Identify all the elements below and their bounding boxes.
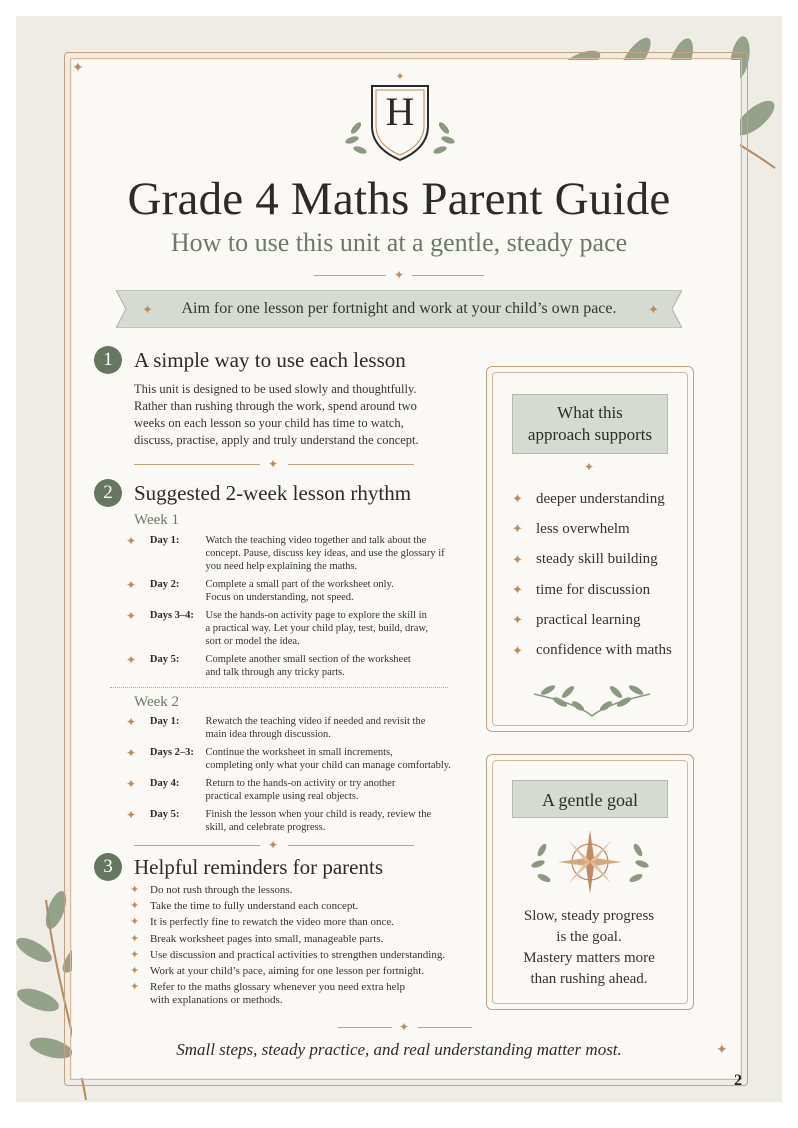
section-3-heading bbox=[94, 853, 383, 881]
sparkle-star-icon: ✦ bbox=[512, 521, 523, 537]
sparkle-star-icon: ✦ bbox=[126, 609, 137, 623]
sparkle-star-icon: ✦ bbox=[584, 460, 595, 474]
section-number-badge: 1 bbox=[94, 346, 122, 374]
schedule-day: Day 5: bbox=[149, 809, 180, 820]
page-number: 2 bbox=[734, 1072, 742, 1089]
section-number-badge: 2 bbox=[94, 479, 122, 507]
list-item: ✦ Take the time to fully understand each concept. bbox=[130, 900, 359, 913]
svg-text:✦: ✦ bbox=[395, 71, 405, 83]
schedule-row bbox=[126, 578, 456, 604]
page-title: Grade 4 Maths Parent Guide bbox=[127, 173, 671, 225]
schedule-row bbox=[126, 715, 456, 741]
section-divider: ✦ bbox=[134, 838, 414, 852]
paragraph-line: This unit is designed to be used slowly and thoughtfully. bbox=[134, 382, 417, 396]
schedule-day: Days 3–4: bbox=[149, 610, 194, 621]
section-title: Helpful reminders for parents bbox=[134, 854, 383, 879]
banner-text: Aim for one lesson per fortnight and work at your child’s own pace. bbox=[181, 300, 617, 317]
schedule-text: Continue the worksheet in small increments, completing only what your child can manage comfortably. bbox=[205, 747, 451, 771]
section-divider: ✦ bbox=[134, 457, 414, 471]
footer-divider: ✦ bbox=[338, 1020, 472, 1034]
week-separator bbox=[110, 687, 448, 688]
sparkle-star-icon: ✦ bbox=[126, 653, 137, 667]
schedule-day: Days 2–3: bbox=[149, 747, 194, 758]
list-item: ✦ Do not rush through the lessons. bbox=[130, 884, 293, 896]
schedule-text: Complete another small section of the worksheet and talk through any tricky parts. bbox=[205, 654, 411, 678]
list-item: ✦ Refer to the maths glossary whenever you need extra help with explanations or methods. bbox=[130, 981, 406, 1007]
week-1-label: Week 1 bbox=[134, 512, 180, 528]
supports-box-title: What this approach supports bbox=[512, 394, 668, 454]
compass-rose-icon bbox=[528, 826, 652, 896]
supports-list bbox=[512, 484, 692, 666]
schedule-day: Day 4: bbox=[149, 778, 180, 789]
section-number-badge: 3 bbox=[94, 853, 122, 881]
paragraph-line: Rather than rushing through the work, spend around two bbox=[134, 399, 417, 413]
sparkle-star-icon: ✦ bbox=[130, 884, 140, 896]
list-item: ✦ confidence with maths bbox=[512, 642, 672, 659]
sparkle-star-icon: ✦ bbox=[72, 61, 84, 76]
schedule-row bbox=[126, 808, 456, 834]
sparkle-star-icon: ✦ bbox=[716, 1043, 728, 1058]
list-item: ✦ practical learning bbox=[512, 611, 641, 628]
sparkle-star-icon: ✦ bbox=[130, 948, 140, 961]
sparkle-star-icon: ✦ bbox=[512, 612, 523, 628]
list-item: ✦ Break worksheet pages into small, manageable parts. bbox=[130, 932, 384, 945]
week-2-schedule bbox=[126, 715, 456, 839]
schedule-text: Return to the hands-on activity or try another practical example using real objects. bbox=[205, 778, 396, 802]
sparkle-star-icon: ✦ bbox=[512, 551, 523, 567]
section-1-heading bbox=[94, 346, 406, 374]
list-item: ✦ steady skill building bbox=[512, 551, 658, 568]
laurel-icon bbox=[530, 672, 654, 720]
paragraph-line: discuss, practise, apply and truly understand the concept. bbox=[134, 433, 419, 447]
schedule-row bbox=[126, 653, 456, 679]
week-2-label: Week 2 bbox=[134, 694, 180, 710]
paragraph-line: weeks on each lesson so your child has time to watch, bbox=[134, 416, 404, 430]
section-title: Suggested 2-week lesson rhythm bbox=[134, 480, 412, 505]
sparkle-star-icon: ✦ bbox=[130, 900, 140, 913]
sparkle-star-icon: ✦ bbox=[512, 491, 523, 507]
schedule-text: Finish the lesson when your child is ready, review the skill, and celebrate progress. bbox=[205, 809, 432, 833]
list-item: ✦ less overwhelm bbox=[512, 520, 630, 537]
section-title: A simple way to use each lesson bbox=[134, 347, 406, 372]
sparkle-star-icon: ✦ bbox=[126, 777, 137, 791]
schedule-text: Rewatch the teaching video if needed and revisit the main idea through discussion. bbox=[205, 716, 426, 740]
schedule-row bbox=[126, 534, 456, 573]
schedule-text: Complete a small part of the worksheet only. Focus on understanding, not speed. bbox=[205, 579, 394, 603]
sparkle-star-icon: ✦ bbox=[126, 715, 137, 729]
list-item: ✦ Work at your child’s pace, aiming for one lesson per fortnight. bbox=[130, 964, 425, 977]
list-item: ✦ It is perfectly fine to rewatch the video more than once. bbox=[130, 916, 395, 929]
section-1-paragraph bbox=[134, 381, 434, 449]
sparkle-star-icon: ✦ bbox=[130, 981, 140, 994]
schedule-day: Day 5: bbox=[149, 654, 180, 665]
list-item: ✦ Use discussion and practical activities to strengthen understanding. bbox=[130, 948, 446, 961]
title-divider: ✦ bbox=[314, 268, 484, 282]
week-1-schedule bbox=[126, 534, 456, 684]
reminders-list bbox=[130, 884, 470, 1010]
sparkle-star-icon: ✦ bbox=[126, 746, 137, 760]
schedule-row bbox=[126, 777, 456, 803]
schedule-row bbox=[126, 746, 456, 772]
schedule-day: Day 1: bbox=[149, 535, 180, 546]
sparkle-star-icon: ✦ bbox=[126, 534, 137, 548]
goal-box-title: A gentle goal bbox=[512, 780, 668, 818]
sparkle-star-icon: ✦ bbox=[130, 916, 140, 929]
page-subtitle: How to use this unit at a gentle, steady pace bbox=[170, 228, 628, 257]
section-2-heading bbox=[94, 479, 411, 507]
list-item: ✦ deeper understanding bbox=[512, 490, 665, 507]
crest-letter: H bbox=[385, 89, 415, 134]
schedule-day: Day 1: bbox=[149, 716, 180, 727]
pace-banner bbox=[116, 290, 682, 328]
list-item: ✦ time for discussion bbox=[512, 581, 651, 598]
footer-tagline: Small steps, steady practice, and real understanding matter most. bbox=[176, 1040, 622, 1059]
goal-text: Slow, steady progress is the goal. Mastery matters more than rushing ahead. bbox=[523, 908, 655, 987]
sparkle-star-icon: ✦ bbox=[648, 302, 659, 317]
sparkle-star-icon: ✦ bbox=[512, 642, 523, 658]
sparkle-star-icon: ✦ bbox=[512, 582, 523, 598]
schedule-text: Watch the teaching video together and talk about the concept. Pause, discuss key ideas, and use the glossary if you need help explaining the maths. bbox=[205, 535, 445, 572]
sparkle-star-icon: ✦ bbox=[130, 964, 140, 977]
sparkle-star-icon: ✦ bbox=[142, 302, 153, 317]
schedule-text: Use the hands-on activity page to explore the skill in a practical way. Let your child play, test, build, draw, sort or model the idea. bbox=[205, 610, 428, 647]
sparkle-star-icon: ✦ bbox=[126, 578, 137, 592]
sparkle-star-icon: ✦ bbox=[130, 932, 140, 945]
schedule-row bbox=[126, 609, 456, 648]
schedule-day: Day 2: bbox=[149, 579, 180, 590]
sparkle-star-icon: ✦ bbox=[126, 808, 137, 822]
